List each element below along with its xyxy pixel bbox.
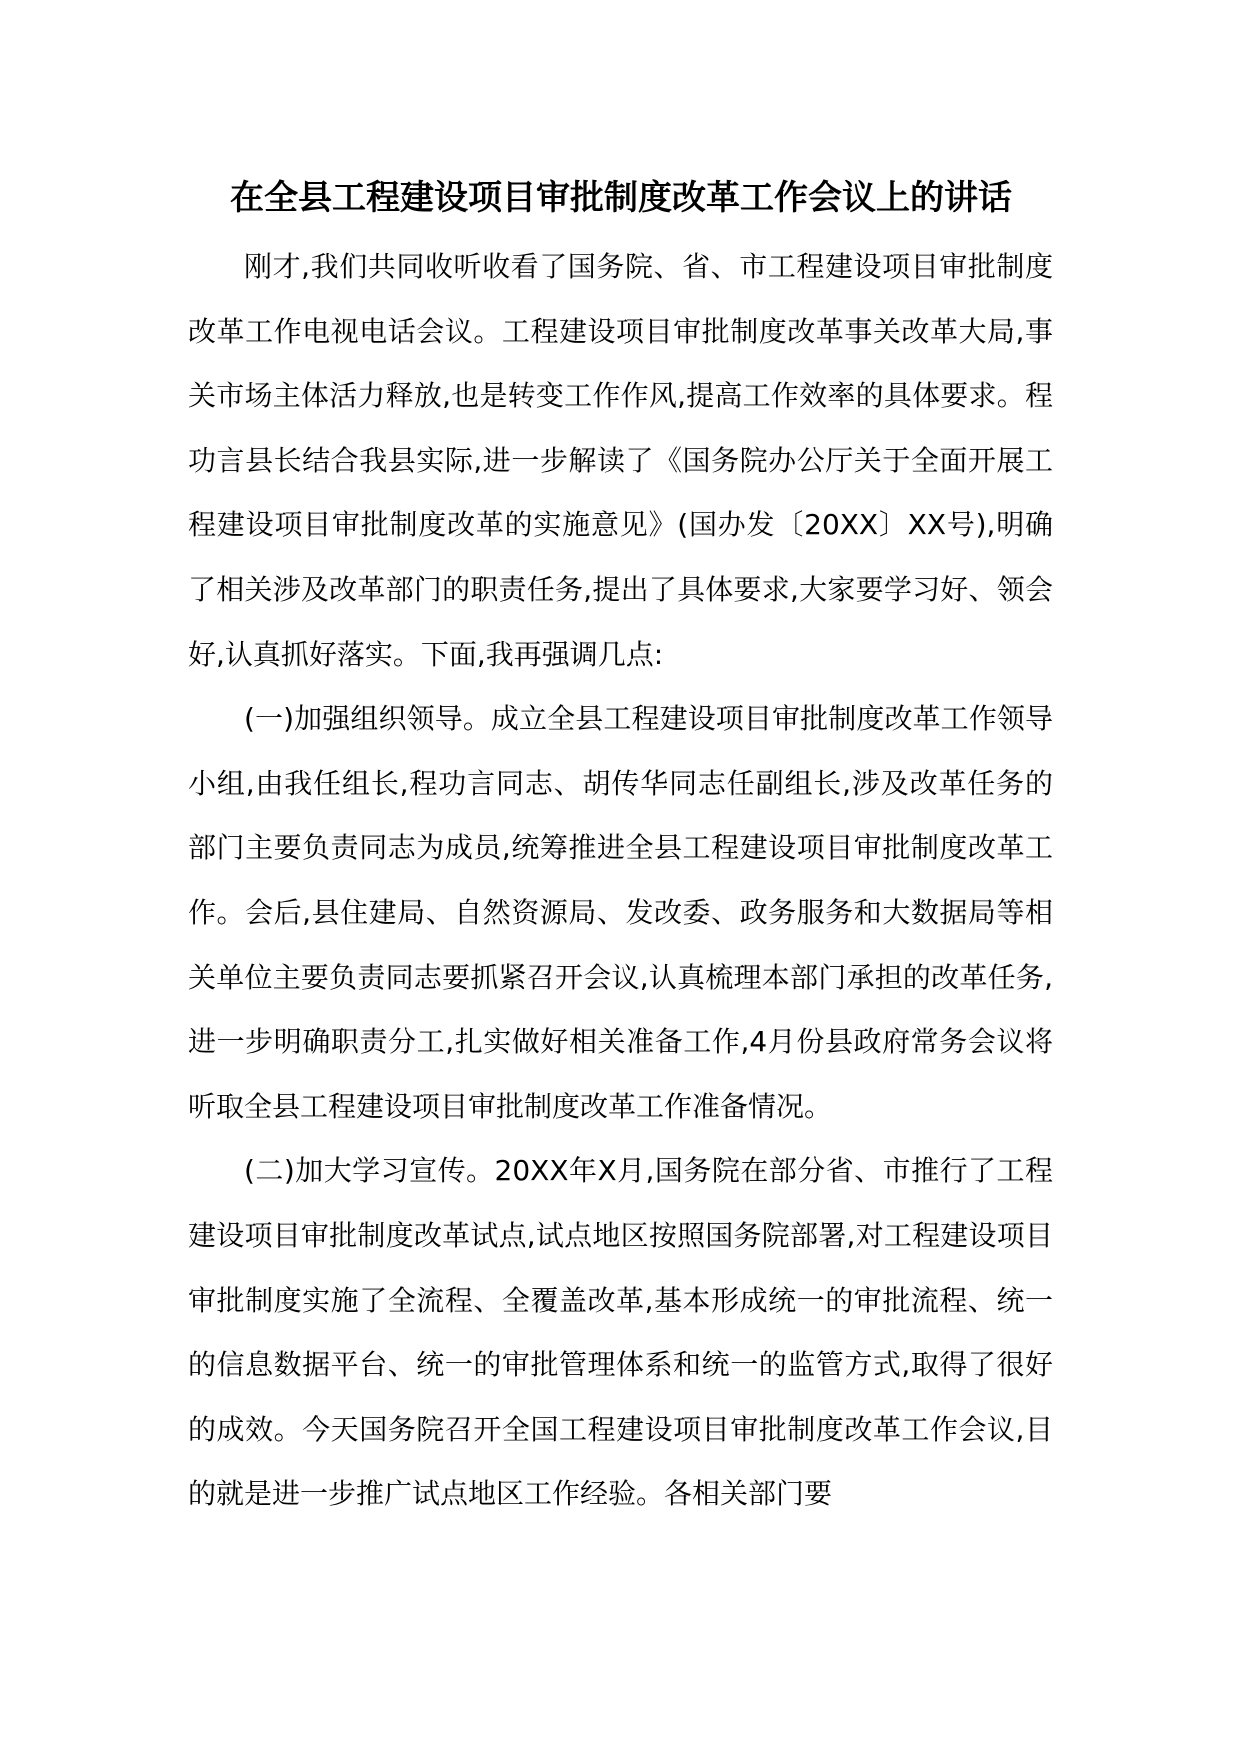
paragraph-intro: 刚才,我们共同收听收看了国务院、省、市工程建设项目审批制度改革工作电视电话会议。工程建设项目审批制度改革事关改革大局,事关市场主体活力释放,也是转变工作作风,提高工作效率的具体要求。程功言县长结合我县实际,进一步解读了《国务院办公厅关于全面开展工程建设项目审批制度改革的实施意见》(国办发〔20XX〕XX号),明确了相关涉及改革部门的职责任务,提出了具体要求,大家要学习好、领会好,认真抓好落实。下面,我再强调几点: xyxy=(188,250,1053,671)
document-title: 在全县工程建设项目审批制度改革工作会议上的讲话 xyxy=(230,178,1012,218)
document-body xyxy=(188,235,1053,1527)
paragraph-organization: (一)加强组织领导。成立全县工程建设项目审批制度改革工作领导小组,由我任组长,程功言同志、胡传华同志任副组长,涉及改革任务的部门主要负责同志为成员,统筹推进全县工程建设项目审批制度改革工作。会后,县住建局、自然资源局、发改委、政务服务和大数据局等相关单位主要负责同志要抓紧召开会议,认真梳理本部门承担的改革任务,进一步明确职责分工,扎实做好相关准备工作,4月份县政府常务会议将听取全县工程建设项目审批制度改革工作准备情况。 xyxy=(188,702,1053,1123)
paragraph-publicity: (二)加大学习宣传。20XX年X月,国务院在部分省、市推行了工程建设项目审批制度改革试点,试点地区按照国务院部署,对工程建设项目审批制度实施了全流程、全覆盖改革,基本形成统一的审批流程、统一的信息数据平台、统一的审批管理体系和统一的监管方式,取得了很好的成效。今天国务院召开全国工程建设项目审批制度改革工作会议,目的就是进一步推广试点地区工作经验。各相关部门要 xyxy=(188,1154,1053,1511)
